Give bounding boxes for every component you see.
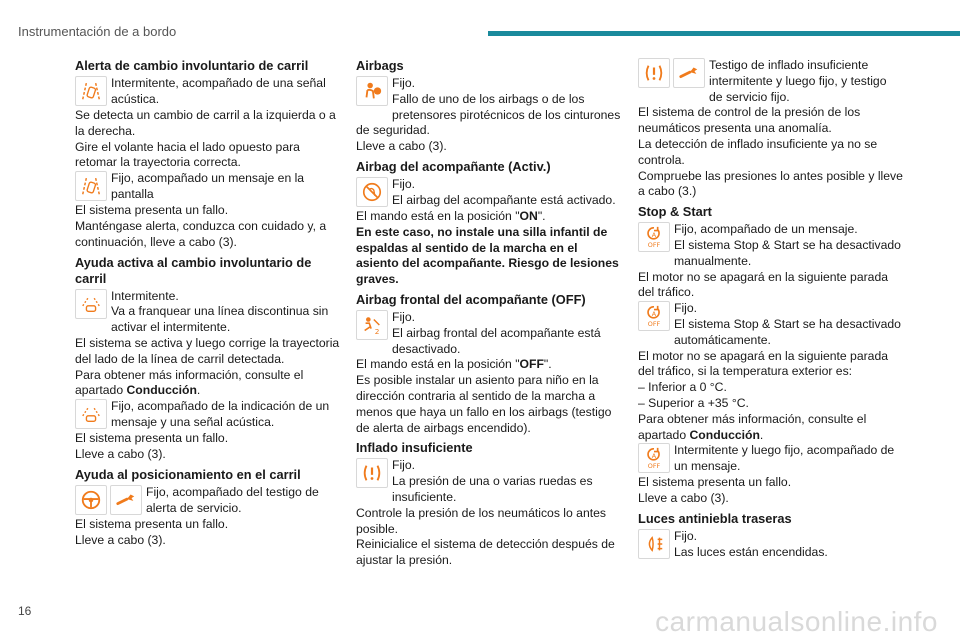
header-accent-bar [488, 31, 960, 36]
paragraph: El mando está en la posición "ON". [356, 208, 546, 223]
paragraph: Se detecta un cambio de carril a la izquierda o a la derecha. [75, 108, 336, 138]
section-heading: Stop & Start [638, 204, 712, 220]
paragraph: El sistema de control de la presión de los neumáticos presenta una anomalía. [638, 105, 861, 136]
paragraph: Reinicialice el sistema de detección después de ajustar la presión. [356, 537, 615, 568]
paragraph: Es posible instalar un asiento para niño en la dirección contraria al sentido de la marcha a menos que haya un fallo en los airbags (testigo de alerta de airbags encendido). [356, 373, 612, 435]
column-1 [75, 58, 340, 548]
list-item: – Superior a +35 °C. [638, 395, 749, 410]
watermark: carmanualsonline.info [655, 606, 938, 637]
page-number: 16 [18, 604, 32, 618]
stop-start-off-icon [638, 301, 670, 331]
paragraph: Lleve a cabo (3). [356, 139, 447, 154]
icon-description: Fijo. La presión de una o varias ruedas es insuficiente. [392, 458, 593, 504]
icon-description: Intermitente y luego fijo, acompañado de un mensaje. [674, 443, 895, 474]
active-lane-assist-icon [75, 289, 107, 319]
section-heading: Ayuda activa al cambio involuntario de carril [75, 254, 312, 286]
paragraph: Lleve a cabo (3). [638, 491, 729, 506]
airbag-icon [356, 76, 388, 106]
section-heading: Airbag frontal del acompañante (OFF) [356, 291, 586, 307]
passenger-airbag-on-icon [356, 177, 388, 207]
section-heading: Luces antiniebla traseras [638, 510, 792, 526]
passenger-airbag-off-icon [356, 310, 388, 340]
paragraph: Compruebe las presiones lo antes posible y lleve a cabo (3.) [638, 168, 903, 199]
svg-text:OFF: OFF [647, 320, 661, 328]
icon-description: Fijo, acompañado del testigo de alerta de servicio. [146, 484, 319, 515]
icon-description: Intermitente, acompañado de una señal acústica. [111, 76, 326, 106]
icon-description: Fijo. El sistema Stop & Start se ha desactivado automáticamente. [674, 301, 901, 347]
paragraph: Lleve a cabo (3). [75, 446, 166, 461]
paragraph: El motor no se apagará en la siguiente parada del tráfico. [638, 269, 889, 300]
icon-description: Testigo de inflado insuficiente intermitente y luego fijo, y testigo de servicio fijo. [709, 58, 887, 104]
icon-description: Fijo, acompañado de un mensaje. El sistema Stop & Start se ha desactivado manualmente. [674, 222, 901, 268]
paragraph: El sistema se activa y luego corrige la trayectoria del lado de la línea de carril detectada. [75, 335, 340, 366]
section-heading: Alerta de cambio involuntario de carril [75, 58, 309, 73]
icon-description: Fijo, acompañado de la indicación de un mensaje y una señal acústica. [111, 399, 330, 429]
column-2 [356, 58, 621, 569]
icon-description: Fijo. El airbag del acompañante está activado. [392, 176, 616, 207]
paragraph: Manténgase alerta, conduzca con cuidado y, a continuación, lleve a cabo (3). [75, 218, 327, 249]
paragraph: El sistema presenta un fallo. [75, 516, 229, 531]
tyre-pressure-icon [356, 458, 388, 488]
paragraph: El sistema presenta un fallo. [75, 431, 229, 446]
icon-description: Fijo, acompañado un mensaje en la pantalla [111, 171, 305, 201]
paragraph: Para obtener más información, consulte el apartado Conducción. [75, 367, 304, 398]
lane-departure-warning-icon [75, 76, 107, 106]
icon-description: Fijo. Las luces están encendidas. [674, 528, 828, 559]
paragraph: El sistema presenta un fallo. [638, 475, 792, 490]
section-heading: Airbags [356, 58, 404, 73]
section-heading: Ayuda al posicionamiento en el carril [75, 466, 301, 482]
rear-fog-light-icon [638, 529, 670, 559]
svg-text:OFF: OFF [647, 462, 661, 470]
tyre-pressure-icon [638, 58, 670, 88]
lane-departure-warning-icon [75, 171, 107, 201]
warning-paragraph: En este caso, no instale una silla infantil de espaldas al sentido de la marcha en el asiento del acompañante. Riesgo de lesiones graves. [356, 224, 619, 287]
header-title: Instrumentación de a bordo [18, 24, 177, 39]
active-lane-assist-icon [75, 399, 107, 429]
svg-text:OFF: OFF [647, 241, 661, 249]
section-heading: Inflado insuficiente [356, 440, 473, 456]
paragraph: Gire el volante hacia el lado opuesto para retomar la trayectoria correcta. [75, 139, 300, 170]
paragraph: El sistema presenta un fallo. [75, 203, 229, 218]
paragraph: El mando está en la posición "OFF". [356, 357, 552, 372]
icon-description: Fijo. Fallo de uno de los airbags o de los pretensores pirotécnicos de los cinturones de seguridad. [356, 76, 621, 138]
stop-start-off-icon [638, 443, 670, 473]
list-item: – Inferior a 0 °C. [638, 380, 727, 395]
column-3 [638, 58, 903, 561]
paragraph: El motor no se apagará en la siguiente parada del tráfico, si la temperatura exterior es: [638, 348, 889, 379]
paragraph: Lleve a cabo (3). [75, 532, 166, 547]
icon-description: Fijo. El airbag frontal del acompañante está desactivado. [392, 309, 601, 356]
wrench-icon [673, 58, 705, 88]
paragraph: Controle la presión de los neumáticos lo antes posible. [356, 505, 606, 536]
stop-start-off-icon [638, 222, 670, 252]
paragraph: Para obtener más información, consulte el apartado Conducción. [638, 411, 867, 442]
paragraph: La detección de inflado insuficiente ya no se controla. [638, 136, 878, 167]
section-heading: Airbag del acompañante (Activ.) [356, 158, 551, 174]
icon-description: Intermitente. Va a franquear una línea discontinua sin activar el intermitente. [111, 288, 329, 335]
wrench-icon [110, 485, 142, 515]
steering-wheel-icon [75, 485, 107, 515]
